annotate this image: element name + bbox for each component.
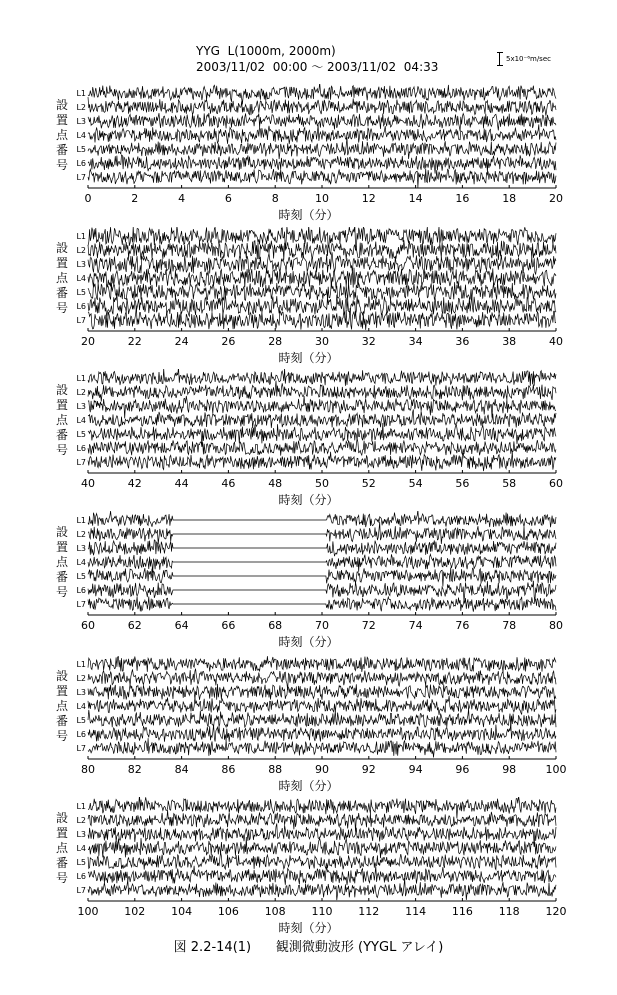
waveform-plot	[0, 369, 617, 511]
x-tick-label: 52	[361, 477, 376, 490]
waveform-panel	[0, 227, 617, 369]
x-tick-label: 106	[217, 905, 239, 918]
waveform-trace	[88, 97, 556, 116]
waveform-panel	[0, 797, 617, 939]
waveform-trace	[88, 878, 556, 900]
x-tick-label: 38	[502, 335, 517, 348]
x-axis-label: 時刻（分）	[278, 493, 339, 507]
waveform-trace	[88, 669, 556, 690]
waveform-trace	[88, 306, 556, 330]
waveform-plot	[0, 797, 617, 939]
x-tick-label: 86	[221, 763, 236, 776]
waveform-panel	[0, 369, 617, 511]
x-tick-label: 74	[408, 619, 423, 632]
x-tick-label: 10	[315, 192, 329, 205]
x-tick-label: 36	[455, 335, 470, 348]
waveform-trace	[88, 124, 556, 144]
x-tick-label: 50	[315, 477, 329, 490]
x-tick-label: 72	[361, 619, 376, 632]
waveform-trace	[88, 738, 556, 757]
waveform-trace	[88, 866, 556, 885]
waveform-trace	[88, 438, 556, 455]
waveform-panel	[0, 511, 617, 653]
time-range: 2003/11/02 00:00 ～ 2003/11/02 04:33	[196, 60, 439, 74]
waveform-trace	[88, 581, 556, 602]
x-tick-label: 14	[408, 192, 423, 205]
waveform-trace	[88, 511, 556, 527]
y-axis-label: 設 置 点 番 号	[55, 241, 68, 315]
channel-label: L1	[76, 232, 86, 241]
x-tick-label: 78	[502, 619, 517, 632]
x-tick-label: 80	[549, 619, 563, 632]
x-tick-label: 116	[451, 905, 473, 918]
channel-label: L2	[76, 816, 86, 825]
channel-label: L1	[76, 660, 86, 669]
waveform-trace	[88, 597, 556, 612]
channel-label: L7	[76, 173, 86, 182]
x-tick-label: 16	[455, 192, 470, 205]
y-axis-label: 設 置 点 番 号	[55, 525, 68, 599]
channel-label: L5	[76, 858, 86, 867]
x-tick-label: 8	[271, 192, 279, 205]
waveform-panel	[0, 84, 617, 226]
x-tick-label: 60	[549, 477, 563, 490]
channel-label: L6	[76, 159, 86, 168]
x-tick-label: 68	[268, 619, 283, 632]
channel-label: L7	[76, 458, 86, 467]
y-axis-label: 設 置 点 番 号	[55, 669, 68, 743]
channel-label: L7	[76, 316, 86, 325]
x-tick-label: 40	[549, 335, 563, 348]
x-tick-label: 112	[358, 905, 380, 918]
x-tick-label: 20	[549, 192, 563, 205]
waveform-trace	[88, 409, 556, 428]
channel-label: L6	[76, 586, 86, 595]
waveform-trace	[88, 137, 556, 159]
x-tick-label: 64	[174, 619, 189, 632]
waveform-panel	[0, 655, 617, 797]
x-tick-label: 0	[84, 192, 92, 205]
x-tick-label: 20	[81, 335, 95, 348]
x-axis-label: 時刻（分）	[278, 921, 339, 935]
channel-label: L2	[76, 674, 86, 683]
waveform-trace	[88, 797, 556, 818]
x-tick-label: 94	[408, 763, 423, 776]
channel-label: L2	[76, 246, 86, 255]
waveform-plot	[0, 511, 617, 653]
channel-label: L2	[76, 103, 86, 112]
channel-label: L5	[76, 572, 86, 581]
waveform-trace	[88, 837, 556, 858]
x-axis-label: 時刻（分）	[278, 779, 339, 793]
waveform-trace	[88, 708, 556, 727]
channel-label: L5	[76, 716, 86, 725]
channel-label: L1	[76, 516, 86, 525]
x-tick-label: 40	[81, 477, 95, 490]
x-tick-label: 90	[315, 763, 329, 776]
channel-label: L1	[76, 89, 86, 98]
x-tick-label: 48	[268, 477, 283, 490]
x-tick-label: 76	[455, 619, 470, 632]
channel-label: L6	[76, 872, 86, 881]
waveform-trace	[88, 293, 556, 317]
x-tick-label: 114	[405, 905, 427, 918]
x-tick-label: 22	[127, 335, 142, 348]
waveform-trace	[88, 155, 556, 174]
x-tick-label: 118	[498, 905, 520, 918]
waveform-plot	[0, 84, 617, 226]
x-tick-label: 32	[361, 335, 376, 348]
channel-label: L5	[76, 430, 86, 439]
x-tick-label: 30	[315, 335, 329, 348]
channel-label: L5	[76, 288, 86, 297]
x-tick-label: 84	[174, 763, 189, 776]
waveform-trace	[88, 684, 556, 700]
waveform-trace	[88, 452, 556, 471]
channel-label: L6	[76, 302, 86, 311]
chart-title: YYG L(1000m, 2000m)	[196, 44, 336, 58]
waveform-trace	[88, 227, 556, 251]
channel-label: L6	[76, 730, 86, 739]
waveform-trace	[88, 396, 556, 418]
channel-label: L3	[76, 117, 86, 126]
waveform-trace	[88, 281, 556, 301]
waveform-trace	[88, 656, 556, 672]
channel-label: L4	[76, 131, 86, 140]
x-tick-label: 34	[408, 335, 423, 348]
waveform-trace	[88, 522, 556, 544]
x-tick-label: 26	[221, 335, 236, 348]
x-tick-label: 102	[124, 905, 146, 918]
y-axis-label: 設 置 点 番 号	[55, 98, 68, 172]
x-tick-label: 12	[361, 192, 376, 205]
channel-label: L1	[76, 802, 86, 811]
waveform-plot	[0, 227, 617, 369]
x-tick-label: 46	[221, 477, 236, 490]
x-tick-label: 24	[174, 335, 189, 348]
channel-label: L7	[76, 744, 86, 753]
x-tick-label: 120	[545, 905, 567, 918]
waveform-trace	[88, 240, 556, 260]
x-tick-label: 62	[127, 619, 142, 632]
y-axis-label: 設 置 点 番 号	[55, 811, 68, 885]
amplitude-scale-bar	[497, 52, 503, 66]
x-tick-label: 80	[81, 763, 95, 776]
channel-label: L3	[76, 402, 86, 411]
channel-label: L4	[76, 274, 86, 283]
channel-label: L2	[76, 530, 86, 539]
waveform-trace	[88, 113, 556, 131]
amplitude-scale-label: 5x10⁻⁶m/sec	[506, 55, 551, 63]
waveform-trace	[88, 369, 556, 386]
x-tick-label: 28	[268, 335, 283, 348]
x-axis-label: 時刻（分）	[278, 635, 339, 649]
waveform-trace	[88, 723, 556, 742]
x-axis-label: 時刻（分）	[278, 351, 339, 365]
x-tick-label: 96	[455, 763, 470, 776]
x-tick-label: 60	[81, 619, 95, 632]
channel-label: L7	[76, 600, 86, 609]
x-tick-label: 88	[268, 763, 283, 776]
x-tick-label: 54	[408, 477, 423, 490]
channel-label: L4	[76, 844, 86, 853]
channel-label: L4	[76, 702, 86, 711]
x-tick-label: 18	[502, 192, 517, 205]
channel-label: L3	[76, 688, 86, 697]
x-tick-label: 56	[455, 477, 470, 490]
channel-label: L2	[76, 388, 86, 397]
x-tick-label: 108	[264, 905, 286, 918]
channel-label: L3	[76, 544, 86, 553]
channel-label: L7	[76, 886, 86, 895]
channel-label: L3	[76, 830, 86, 839]
x-tick-label: 6	[224, 192, 232, 205]
x-tick-label: 70	[315, 619, 329, 632]
waveform-trace	[88, 852, 556, 869]
x-tick-label: 42	[127, 477, 142, 490]
channel-label: L6	[76, 444, 86, 453]
x-tick-label: 44	[174, 477, 189, 490]
figure-caption: 図 2.2-14(1) 観測微動波形 (YYGL アレイ)	[173, 940, 444, 955]
x-tick-label: 82	[127, 763, 142, 776]
channel-label: L3	[76, 260, 86, 269]
x-tick-label: 100	[545, 763, 567, 776]
waveform-trace	[88, 268, 556, 288]
x-tick-label: 58	[502, 477, 517, 490]
channel-label: L4	[76, 558, 86, 567]
x-tick-label: 2	[131, 192, 139, 205]
x-axis-label: 時刻（分）	[278, 208, 339, 222]
channel-label: L5	[76, 145, 86, 154]
x-tick-label: 92	[361, 763, 376, 776]
waveform-trace	[88, 554, 556, 572]
x-tick-label: 4	[178, 192, 186, 205]
channel-label: L1	[76, 374, 86, 383]
x-tick-label: 110	[311, 905, 333, 918]
x-tick-label: 104	[171, 905, 193, 918]
waveform-trace	[88, 169, 556, 188]
x-tick-label: 100	[77, 905, 99, 918]
channel-label: L4	[76, 416, 86, 425]
waveform-plot	[0, 655, 617, 797]
x-tick-label: 66	[221, 619, 236, 632]
x-tick-label: 98	[502, 763, 517, 776]
y-axis-label: 設 置 点 番 号	[55, 383, 68, 457]
waveform-trace	[88, 423, 556, 446]
